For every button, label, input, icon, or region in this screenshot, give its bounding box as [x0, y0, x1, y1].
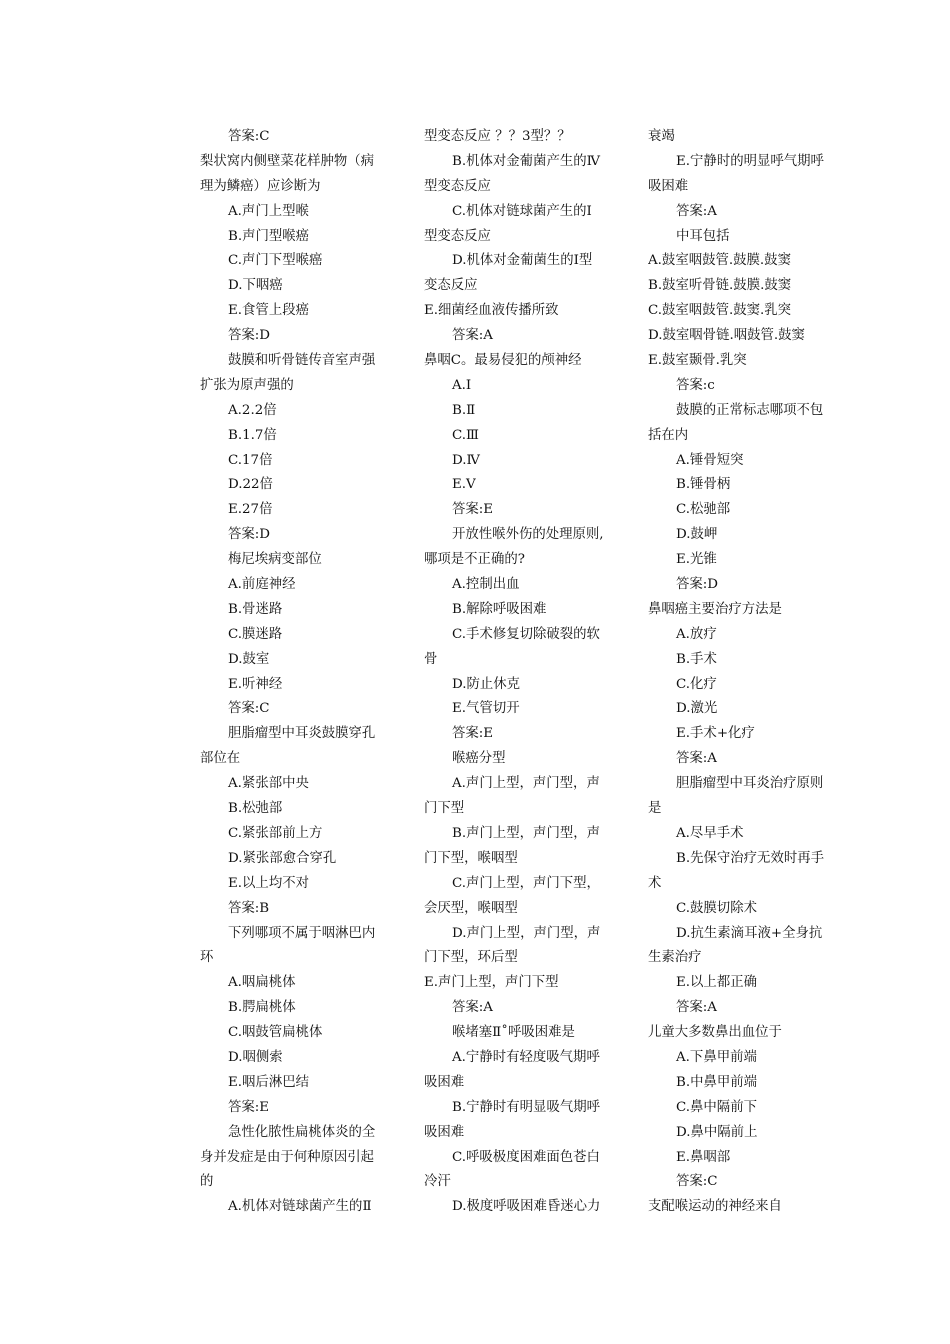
text-line: A.鼓室咽鼓管.鼓膜.鼓窦 [648, 253, 791, 269]
text-line: 梨状窝内侧壁菜花样肿物（病 [200, 153, 375, 169]
text-line: 门下型，环后型 [424, 950, 518, 966]
text-line: B.骨迷路 [228, 601, 283, 617]
text-line: 答案:D [676, 577, 719, 593]
text-line: B.中鼻甲前端 [676, 1074, 758, 1090]
text-line: 吸困难 [424, 1074, 465, 1090]
text-line: 答案:A [676, 203, 717, 219]
text-line: 答案:E [452, 726, 494, 742]
text-line: B.手术 [676, 651, 717, 667]
text-line: E.Ⅴ [452, 477, 476, 493]
text-line: D.咽侧索 [228, 1049, 283, 1065]
text-line: 下列哪项不属于咽淋巴内 [228, 925, 376, 941]
text-line: B.松弛部 [228, 801, 283, 817]
text-line: A.控制出血 [452, 577, 520, 593]
text-line: 衰竭 [648, 129, 675, 144]
text-line: 变态反应 [424, 278, 478, 294]
text-line: D.紧张部愈合穿孔 [228, 850, 337, 866]
text-line: 吸困难 [424, 1124, 465, 1140]
text-line: 喉癌分型 [452, 751, 506, 767]
text-line: E.光锥 [676, 552, 717, 568]
text-line: C.鼓膜切除术 [676, 900, 757, 916]
text-line: 答案:A [452, 328, 493, 344]
text-column-3 [648, 125, 842, 1220]
text-line: E.气管切开 [452, 701, 520, 717]
text-line: E.细菌经血液传播所致 [424, 303, 559, 319]
text-line: A.锤骨短突 [676, 452, 744, 468]
text-line: 答案:c [676, 377, 715, 393]
text-line: 胆脂瘤型中耳炎鼓膜穿孔 [228, 726, 376, 742]
text-line: D.下咽癌 [228, 278, 283, 294]
text-line: 哪项是不正确的? [424, 552, 525, 568]
text-line: B.先保守治疗无效时再手 [676, 850, 825, 866]
text-line: 门下型，喉咽型 [424, 850, 518, 866]
text-line: B.Ⅱ [452, 402, 476, 418]
text-line: 是 [648, 801, 662, 817]
text-line: 梅尼埃病变部位 [228, 552, 322, 568]
text-line: A.下鼻甲前端 [676, 1049, 757, 1065]
text-line: C.膜迷路 [228, 626, 283, 642]
text-line: 答案:C [676, 1174, 718, 1190]
text-line: C.鼻中隔前下 [676, 1099, 757, 1115]
text-line: E.鼻咽部 [676, 1149, 731, 1165]
text-line: 答案:B [228, 900, 270, 916]
text-line: E.27倍 [228, 502, 273, 518]
text-line: C.呼吸极度困难面色苍白 [452, 1149, 600, 1165]
text-line: E.食管上段癌 [228, 303, 309, 319]
text-line: 型变态反应 [424, 178, 491, 194]
text-line: D.抗生素滴耳液+全身抗 [676, 925, 823, 941]
text-line: D.机体对金葡菌生的Ⅰ型 [452, 253, 593, 269]
text-line: 理为鳞癌）应诊断为 [200, 178, 321, 194]
text-line: A.声门上型喉 [228, 203, 309, 219]
text-line: 答案:E [452, 502, 494, 518]
text-line: D.鼓室咽骨链.咽鼓管.鼓窦 [648, 328, 805, 344]
text-line: 答案:C [228, 129, 270, 144]
text-line: E.声门上型，声门下型 [424, 975, 559, 991]
text-line: D.鼓室 [228, 651, 270, 667]
text-line: E.鼓室颞骨.乳突 [648, 353, 747, 369]
text-line: 答案:A [676, 1000, 717, 1016]
text-line: 答案:D [228, 328, 271, 344]
text-line: 答案:C [228, 701, 270, 717]
text-line: C.声门上型，声门下型， [452, 875, 600, 891]
text-line: A.放疗 [676, 626, 717, 642]
text-line: B.腭扁桃体 [228, 1000, 296, 1016]
text-line: 扩张为原声强的 [200, 377, 294, 393]
text-line: A.咽扁桃体 [228, 975, 296, 991]
text-line: E.以上都正确 [676, 975, 757, 991]
text-line: A.尽早手术 [676, 825, 744, 841]
text-line: 身并发症是由于何种原因引起 [200, 1149, 375, 1165]
text-line: A.2.2倍 [228, 402, 277, 418]
text-line: 支配喉运动的神经来自 [648, 1199, 782, 1215]
text-line: 部位在 [200, 751, 241, 767]
text-line: 答案:A [676, 751, 717, 767]
text-line: 胆脂瘤型中耳炎治疗原则 [676, 776, 824, 792]
text-line: E.宁静时的明显呼气期呼 [676, 153, 824, 169]
text-line: 答案:A [452, 1000, 493, 1016]
text-line: C.鼓室咽鼓管.鼓窦.乳突 [648, 303, 792, 319]
text-line: D.鼻中隔前上 [676, 1124, 758, 1140]
text-line: B.1.7倍 [228, 427, 277, 443]
text-line: C.17倍 [228, 452, 273, 468]
text-line: C.手术修复切除破裂的软 [452, 626, 600, 642]
text-line: A.前庭神经 [228, 577, 296, 593]
text-line: 门下型 [424, 801, 465, 817]
text-line: C.紧张部前上方 [228, 825, 323, 841]
text-line: 冷汗 [424, 1174, 451, 1190]
text-line: E.咽后淋巴结 [228, 1074, 309, 1090]
text-line: D.Ⅳ [452, 452, 480, 468]
text-line: B.鼓室听骨链.鼓膜.鼓窦 [648, 278, 792, 294]
text-line: C.声门下型喉癌 [228, 253, 323, 269]
text-line: 鼻咽C。最易侵犯的颅神经 [424, 353, 582, 369]
text-line: 吸困难 [648, 178, 689, 194]
text-line: A.机体对链球菌产生的Ⅱ [228, 1199, 372, 1215]
text-line: 鼻咽癌主要治疗方法是 [648, 601, 782, 617]
text-line: C.咽鼓管扁桃体 [228, 1025, 323, 1041]
text-line: 中耳包括 [676, 228, 730, 244]
text-line: D.鼓岬 [676, 527, 718, 543]
text-line: 括在内 [648, 427, 689, 443]
text-line: D.防止休克 [452, 676, 521, 692]
text-line: A.紧张部中央 [228, 776, 309, 792]
text-line: D.声门上型，声门型，声 [452, 925, 601, 941]
text-line: A.声门上型，声门型，声 [452, 776, 600, 792]
text-line: B.锤骨柄 [676, 477, 731, 493]
text-column-2 [424, 125, 620, 1220]
text-line: C.Ⅲ [452, 427, 479, 443]
text-line: 答案:E [228, 1099, 270, 1115]
text-line: C.化疗 [676, 676, 717, 692]
text-line: D.22倍 [228, 477, 273, 493]
text-line: C.松驰部 [676, 502, 731, 518]
text-line: 鼓膜的正常标志哪项不包 [676, 402, 824, 418]
text-line: B.声门上型，声门型，声 [452, 825, 601, 841]
text-line: 型变态反应 ？？3型？？ [424, 129, 571, 144]
text-line: D.激光 [676, 701, 718, 717]
text-line: D.极度呼吸困难昏迷心力 [452, 1199, 601, 1215]
text-line: B.机体对金葡菌产生的Ⅳ [452, 153, 600, 169]
text-line: C.机体对链球菌产生的Ⅰ [452, 203, 592, 219]
text-line: 喉堵塞Ⅱ˚呼吸困难是 [452, 1025, 575, 1041]
text-line: A.Ⅰ [452, 377, 472, 393]
text-line: E.手术+化疗 [676, 726, 755, 742]
text-line: 急性化脓性扁桃体炎的全 [228, 1124, 376, 1140]
text-line: 术 [648, 875, 662, 891]
text-line: 骨 [424, 651, 438, 667]
text-line: B.解除呼吸困难 [452, 601, 547, 617]
text-line: B.声门型喉癌 [228, 228, 310, 244]
text-line: 答案:D [228, 527, 271, 543]
text-line: E.听神经 [228, 676, 283, 692]
text-line: 鼓膜和听骨链传音室声强 [228, 353, 376, 369]
text-line: 会厌型，喉咽型 [424, 900, 518, 916]
text-line: 开放性喉外伤的处理原则, [452, 527, 604, 543]
text-line: 环 [200, 950, 214, 966]
text-line: 生素治疗 [648, 950, 702, 966]
text-line: 儿童大多数鼻出血位于 [648, 1025, 782, 1041]
text-line: 型变态反应 [424, 228, 491, 244]
text-column-1 [200, 125, 394, 1220]
text-line: 的 [200, 1174, 214, 1190]
text-line: E.以上均不对 [228, 875, 309, 891]
text-line: B.宁静时有明显吸气期呼 [452, 1099, 601, 1115]
text-line: A.宁静时有轻度吸气期呼 [452, 1049, 600, 1065]
